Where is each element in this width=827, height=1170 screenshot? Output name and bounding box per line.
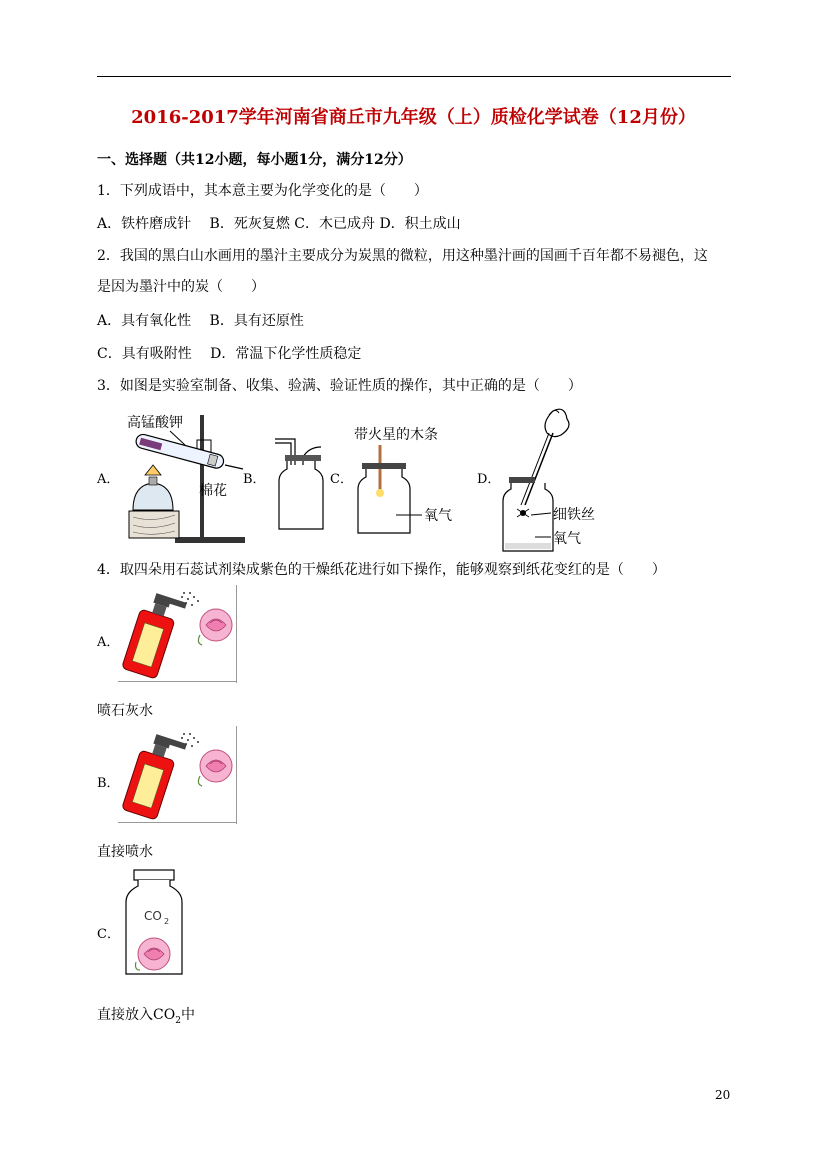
page-title: 2016-2017学年河南省商丘市九年级（上）质检化学试卷（12月份） (131, 107, 696, 128)
q4-option-c-caption (97, 1005, 195, 1031)
q4-option-c-label: C． (97, 927, 120, 942)
q4-option-b-caption: 直接喷水 (97, 844, 153, 860)
q4-figure-c-co2-jar (118, 866, 190, 978)
q4-option-a-caption: 喷石灰水 (97, 703, 153, 719)
question-3-stem: 3．如图是实验室制备、收集、验满、验证性质的操作，其中正确的是（ ） (97, 378, 582, 394)
question-2-stem-line1: 2．我国的黑白山水画用的墨汁主要成分为炭黑的微粒，用这种墨汁画的国画千百年都不易褪色，这 (97, 248, 708, 264)
page-number: 20 (715, 1088, 731, 1102)
question-2-options-row1: A．具有氧化性 B．具有还原性 (97, 313, 304, 329)
section-heading: 一、选择题（共12小题，每小题1分，满分12分） (97, 152, 412, 168)
q3-option-d-label: D． (477, 472, 501, 487)
question-1-stem: 1．下列成语中，其本意主要为化学变化的是（ ） (97, 183, 428, 199)
q4-c-caption-post: 中 (180, 1007, 195, 1023)
question-2-options-row2: C．具有吸附性 D．常温下化学性质稳定 (97, 346, 362, 362)
q4-figure-b-spray-bottle (118, 726, 238, 824)
q4-c-caption-sub: 2 (175, 1015, 181, 1026)
question-1-options: A．铁杵磨成针 B．死灰复燃 C．木已成舟 D．积土成山 (97, 216, 461, 232)
q3-option-c-label: C． (330, 472, 353, 487)
fig-c-jar-label: CO (144, 909, 162, 923)
fig-a-label-cotton: 棉花 (199, 483, 227, 499)
q4-option-b-label: B． (97, 776, 120, 791)
fig-c-label-glowing-splint: 带火星的木条 (354, 427, 438, 443)
header-rule (97, 76, 731, 77)
fig-c-label-oxygen: 氧气 (424, 508, 452, 524)
question-2-stem-line2: 是因为墨汁中的炭（ ） (97, 279, 265, 295)
q3-figure-a-heating-apparatus (115, 405, 245, 550)
fig-d-label-iron-wire: 细铁丝 (553, 507, 595, 523)
fig-c-jar-label-subscript: 2 (164, 917, 170, 926)
q3-option-a-label: A． (97, 472, 120, 487)
fig-a-label-potassium-permanganate: 高锰酸钾 (127, 415, 183, 431)
q3-figure-c-glowing-splint (350, 425, 460, 535)
q4-option-a-label: A． (97, 635, 120, 650)
fig-d-label-oxygen: 氧气 (553, 531, 581, 547)
q3-figure-d-iron-wire (495, 405, 605, 555)
question-4-stem: 4．取四朵用石蕊试剂染成紫色的干燥纸花进行如下操作，能够观察到纸花变红的是（ ） (97, 562, 666, 578)
q4-c-caption-pre: 直接放入CO (97, 1007, 176, 1023)
q3-option-b-label: B． (243, 472, 266, 487)
q3-figure-b-gas-bottle (265, 435, 330, 535)
q4-figure-a-spray-bottle (118, 585, 238, 683)
